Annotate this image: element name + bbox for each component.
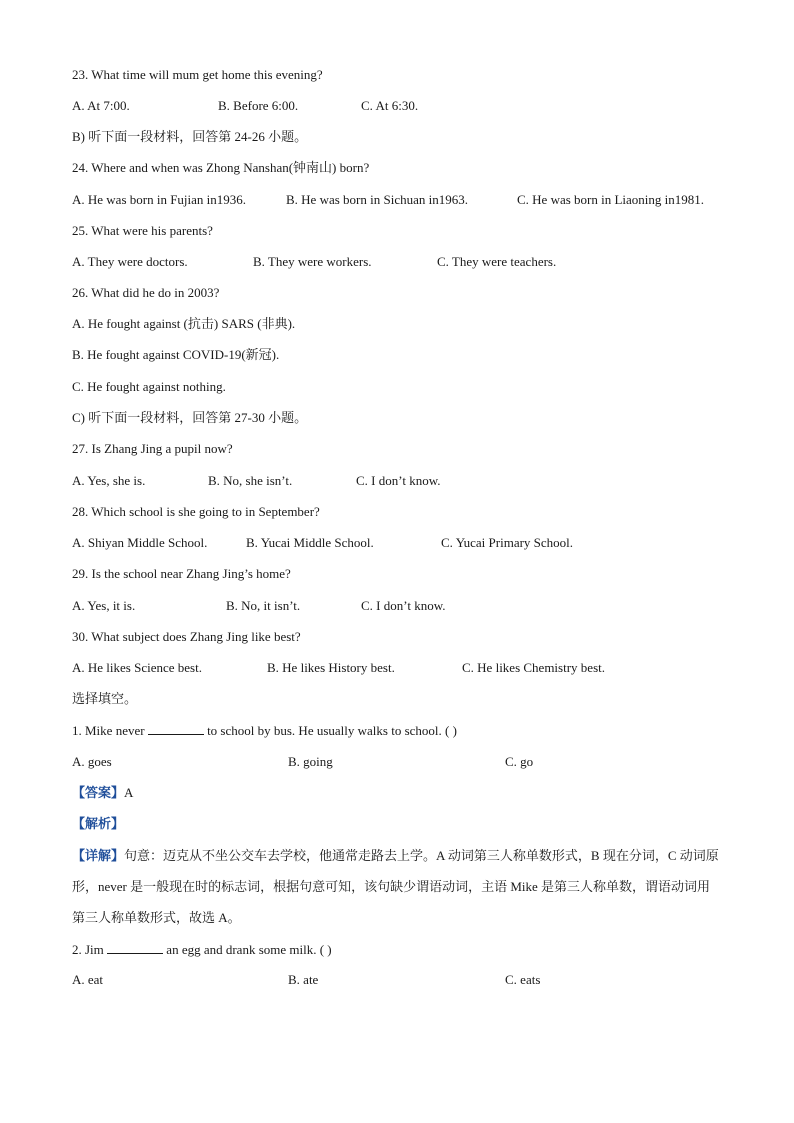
- q25-option-c: C. They were teachers.: [437, 254, 557, 269]
- q27-option-b: B. No, she isn’t.: [208, 473, 293, 488]
- question-p1: [72, 721, 457, 740]
- q26-option-b: B. He fought against COVID-19(新冠).: [72, 347, 280, 362]
- q27-option-c: C. I don’t know.: [356, 473, 441, 488]
- section-b-heading: B) 听下面一段材料，回答第 24-26 小题。: [72, 129, 308, 144]
- question-p2: [72, 940, 332, 959]
- question-29: 29. Is the school near Zhang Jing’s home?: [72, 566, 291, 581]
- p2-option-c: C. eats: [505, 972, 541, 987]
- q24-option-c: C. He was born in Liaoning in1981.: [517, 192, 705, 207]
- q23-option-a: A. At 7:00.: [72, 98, 130, 113]
- p2-text-after: an egg and drank some milk. ( ): [166, 942, 332, 957]
- p1-option-a: A. goes: [72, 754, 112, 769]
- p1-answer-line: [72, 784, 133, 802]
- question-26: 26. What did he do in 2003?: [72, 285, 220, 300]
- p2-option-b: B. ate: [288, 972, 319, 987]
- q29-option-a: A. Yes, it is.: [72, 598, 136, 613]
- p1-blank: [148, 721, 204, 735]
- question-28: 28. Which school is she going to in September?: [72, 504, 320, 519]
- answer-value: A: [124, 785, 134, 800]
- answer-tag: 【答案】: [72, 785, 125, 800]
- p2-blank: [107, 940, 163, 954]
- question-23: 23. What time will mum get home this evening?: [72, 67, 323, 82]
- q29-option-b: B. No, it isn’t.: [226, 598, 301, 613]
- question-30: 30. What subject does Zhang Jing like best?: [72, 629, 301, 644]
- p1-analysis-tag: [72, 815, 124, 833]
- q28-option-a: A. Shiyan Middle School.: [72, 535, 208, 550]
- p1-detail: [72, 840, 722, 933]
- p2-option-a: A. eat: [72, 972, 104, 987]
- q26-option-a: A. He fought against (抗击) SARS (非典).: [72, 316, 296, 331]
- analysis-tag: 【解析】: [72, 816, 125, 831]
- q24-option-b: B. He was born in Sichuan in1963.: [286, 192, 468, 207]
- q27-option-a: A. Yes, she is.: [72, 473, 146, 488]
- q23-option-b: B. Before 6:00.: [218, 98, 299, 113]
- p2-text-before: 2. Jim: [72, 942, 104, 957]
- question-24: 24. Where and when was Zhong Nanshan(钟南山) born?: [72, 160, 370, 175]
- q26-option-c: C. He fought against nothing.: [72, 379, 226, 394]
- q28-option-b: B. Yucai Middle School.: [246, 535, 374, 550]
- question-27: 27. Is Zhang Jing a pupil now?: [72, 441, 233, 456]
- q29-option-c: C. I don’t know.: [361, 598, 446, 613]
- p1-text-after: to school by bus. He usually walks to school. ( ): [207, 723, 457, 738]
- q24-option-a: A. He was born in Fujian in1936.: [72, 192, 247, 207]
- q30-option-c: C. He likes Chemistry best.: [462, 660, 605, 675]
- q25-option-b: B. They were workers.: [253, 254, 372, 269]
- p1-option-b: B. going: [288, 754, 333, 769]
- section-c-heading: C) 听下面一段材料，回答第 27-30 小题。: [72, 410, 308, 425]
- q23-option-c: C. At 6:30.: [361, 98, 419, 113]
- detail-text: 句意：迈克从不坐公交车去学校，他通常走路去上学。A 动词第三人称单数形式，B 现在分词，C 动词原形，never 是一般现在时的标志词，根据句意可知，该句缺少谓语动词，主语 Mike 是第三人称单数，谓语动词用第三人称单数形式，故选 A。: [72, 848, 719, 925]
- part-two-title: 选择填空。: [72, 691, 138, 706]
- question-25: 25. What were his parents?: [72, 223, 213, 238]
- q25-option-a: A. They were doctors.: [72, 254, 188, 269]
- p1-option-c: C. go: [505, 754, 534, 769]
- q30-option-b: B. He likes History best.: [267, 660, 395, 675]
- q28-option-c: C. Yucai Primary School.: [441, 535, 574, 550]
- q30-option-a: A. He likes Science best.: [72, 660, 202, 675]
- p1-text-before: 1. Mike never: [72, 723, 145, 738]
- detail-tag: 【详解】: [72, 848, 125, 863]
